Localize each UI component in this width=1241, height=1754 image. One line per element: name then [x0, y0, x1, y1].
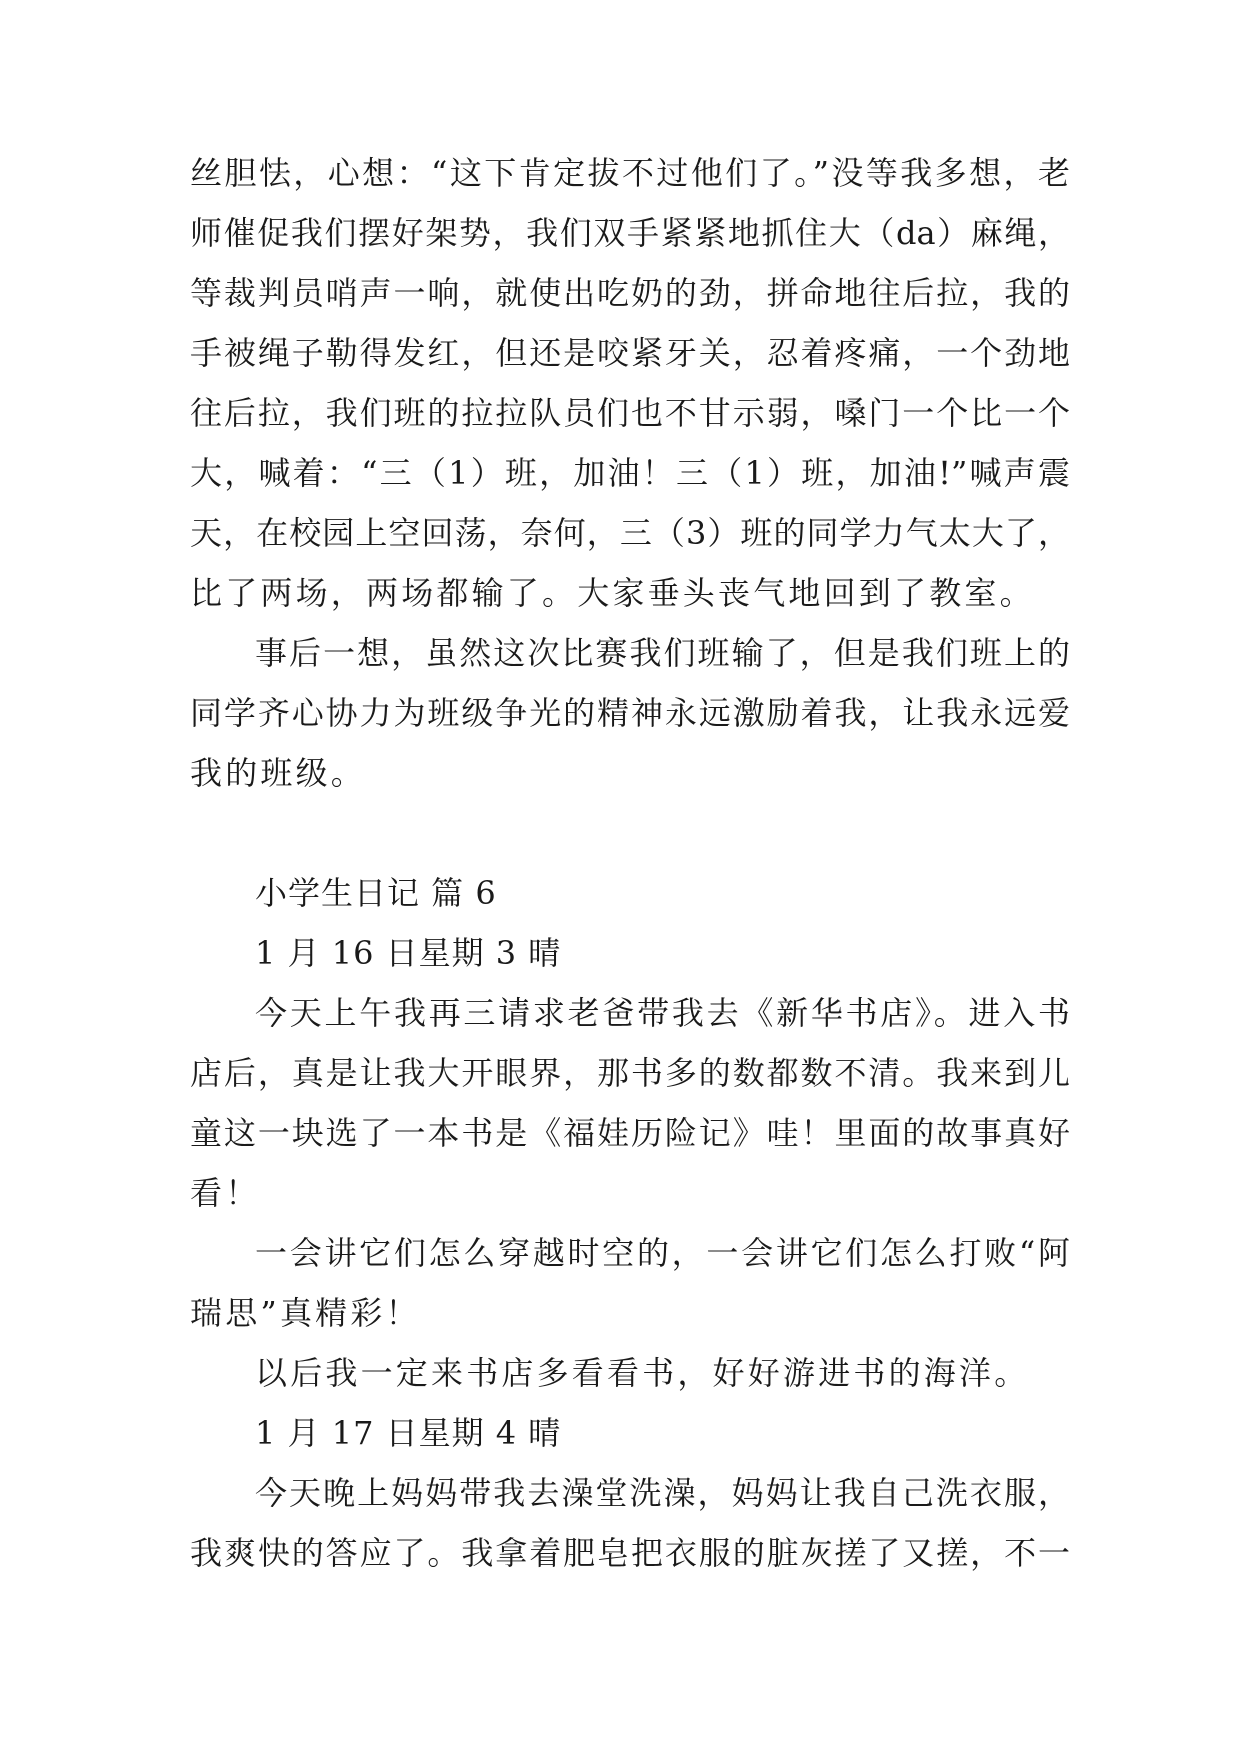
paragraph-line: 等裁判员哨声一响，就使出吃奶的劲，拼命地往后拉，我的: [190, 274, 1070, 312]
paragraph-line: 我爽快的答应了。我拿着肥皂把衣服的脏灰搓了又搓，不一: [190, 1534, 1070, 1572]
paragraph-line: 手被绳子勒得发红，但还是咬紧牙关，忍着疼痛，一个劲地: [190, 334, 1070, 372]
paragraph-line: 同学齐心协力为班级争光的精神永远激励着我，让我永远爱: [190, 694, 1070, 732]
paragraph-line: 事后一想，虽然这次比赛我们班输了，但是我们班上的: [255, 634, 1070, 672]
paragraph-line: 丝胆怯，心想：“这下肯定拔不过他们了。”没等我多想，老: [190, 154, 1070, 192]
paragraph-line: 往后拉，我们班的拉拉队员们也不甘示弱，嗓门一个比一个: [190, 394, 1070, 432]
paragraph-line: 童这一块选了一本书是《福娃历险记》哇！里面的故事真好: [190, 1114, 1070, 1152]
entry-date: 1 月 16 日星期 3 晴: [255, 934, 562, 972]
paragraph-line: 瑞思”真精彩！: [190, 1294, 421, 1332]
paragraph-line: 大，喊着：“三（1）班，加油！三（1）班，加油!”喊声震: [190, 454, 1070, 492]
paragraph-line: 今天晚上妈妈带我去澡堂洗澡，妈妈让我自己洗衣服，: [255, 1474, 1070, 1512]
paragraph-line: 比了两场，两场都输了。大家垂头丧气地回到了教室。: [190, 574, 1035, 612]
paragraph-line: 师催促我们摆好架势，我们双手紧紧地抓住大（da）麻绳，: [190, 214, 1070, 252]
paragraph-line: 看！: [190, 1174, 261, 1212]
section-title: 小学生日记 篇 6: [255, 874, 497, 912]
paragraph-line: 天，在校园上空回荡，奈何，三（3）班的同学力气太大了，: [190, 514, 1070, 552]
paragraph-line: 以后我一定来书店多看看书，好好游进书的海洋。: [255, 1354, 1030, 1392]
entry-date: 1 月 17 日星期 4 晴: [255, 1414, 562, 1452]
paragraph-line: 店后，真是让我大开眼界，那书多的数都数不清。我来到儿: [190, 1054, 1070, 1092]
paragraph-line: 我的班级。: [190, 754, 367, 792]
paragraph-line: 一会讲它们怎么穿越时空的，一会讲它们怎么打败“阿: [255, 1234, 1070, 1272]
paragraph-line: 今天上午我再三请求老爸带我去《新华书店》。进入书: [255, 994, 1070, 1032]
